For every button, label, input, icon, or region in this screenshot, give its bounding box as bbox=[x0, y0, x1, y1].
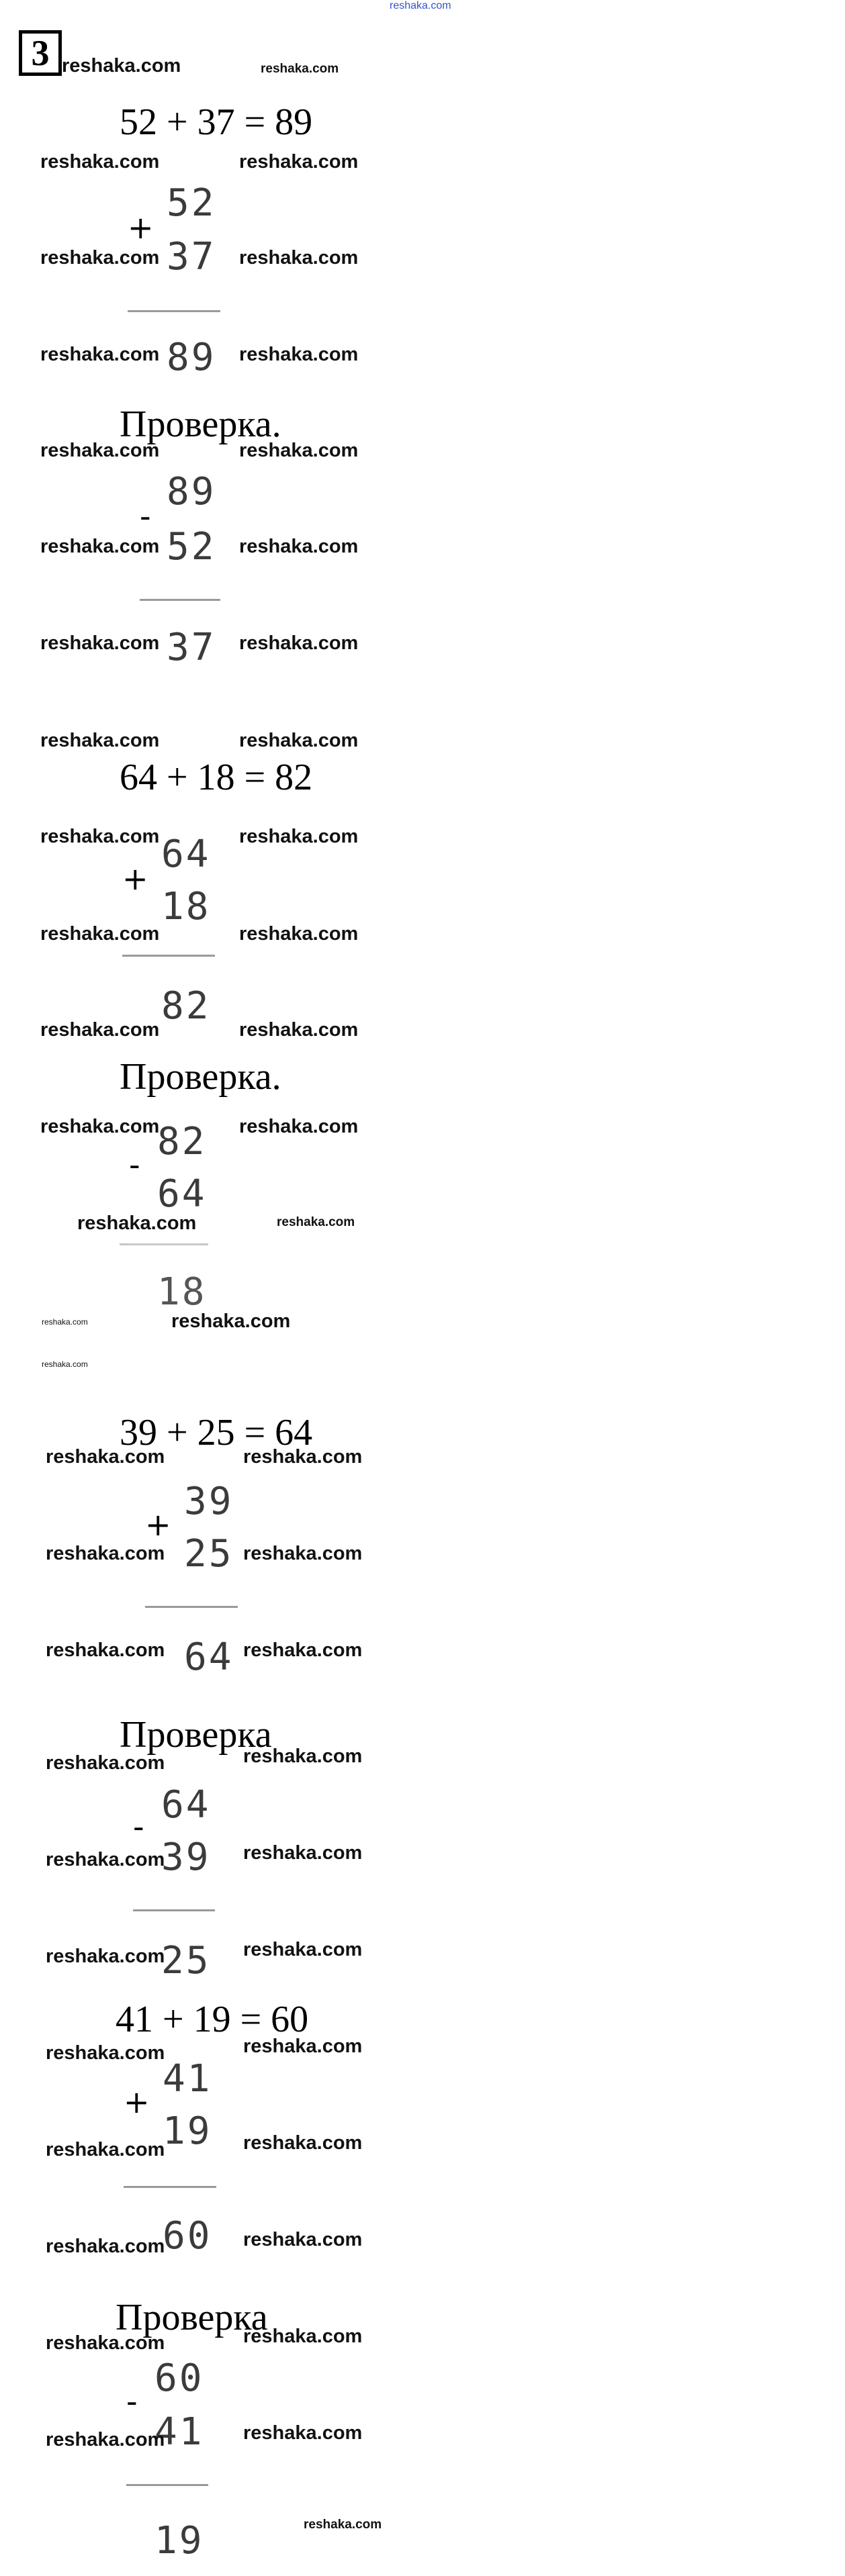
subtrahend-2: 64 bbox=[157, 1172, 207, 1216]
diff-result-3: 25 bbox=[161, 1939, 211, 1983]
minuend-2: 82 bbox=[157, 1120, 207, 1163]
addend-bottom-3: 25 bbox=[184, 1532, 234, 1576]
watermark: reshaka.com bbox=[46, 1446, 165, 1468]
watermark: reshaka.com bbox=[77, 1212, 197, 1234]
plus-sign-2: + bbox=[122, 861, 148, 897]
addend-bottom-2: 18 bbox=[161, 885, 211, 928]
diff-result-1: 37 bbox=[167, 626, 216, 669]
watermark: reshaka.com bbox=[46, 1849, 165, 1870]
addend-top-1: 52 bbox=[167, 181, 216, 225]
task-number-box: 3 bbox=[19, 30, 62, 76]
watermark: reshaka.com bbox=[243, 2132, 363, 2154]
watermark: reshaka.com bbox=[243, 2036, 363, 2057]
plus-sign-1: + bbox=[128, 209, 154, 246]
watermark: reshaka.com bbox=[40, 1019, 160, 1041]
watermark: reshaka.com bbox=[239, 730, 359, 751]
sum-result-3: 64 bbox=[184, 1635, 234, 1679]
equation-1: 52 + 37 = 89 bbox=[120, 101, 313, 143]
watermark: reshaka.com bbox=[239, 1116, 359, 1137]
sum-line-2 bbox=[122, 955, 215, 957]
watermark: reshaka.com bbox=[42, 1359, 88, 1369]
sum-line-1 bbox=[128, 310, 220, 312]
check-label-2: Проверка. bbox=[120, 1056, 281, 1098]
watermark: reshaka.com bbox=[46, 2332, 165, 2354]
addend-bottom-1: 37 bbox=[167, 235, 216, 279]
diff-line-1 bbox=[140, 599, 220, 601]
watermark: reshaka.com bbox=[46, 1639, 165, 1661]
plus-sign-4: + bbox=[124, 2084, 150, 2120]
watermark: reshaka.com bbox=[239, 440, 359, 461]
watermark: reshaka.com bbox=[40, 1116, 160, 1137]
watermark: reshaka.com bbox=[42, 1317, 88, 1327]
minus-sign-4: - bbox=[126, 2383, 138, 2420]
watermark: reshaka.com bbox=[46, 1752, 165, 1774]
sum-result-1: 89 bbox=[167, 336, 216, 379]
watermark: reshaka.com bbox=[40, 826, 160, 847]
diff-result-2: 18 bbox=[157, 1270, 207, 1314]
watermark: reshaka.com bbox=[243, 2229, 363, 2250]
watermark: reshaka.com bbox=[40, 344, 160, 365]
watermark: reshaka.com bbox=[40, 923, 160, 945]
watermark: reshaka.com bbox=[40, 151, 160, 173]
watermark: reshaka.com bbox=[243, 2326, 363, 2347]
watermark: reshaka.com bbox=[261, 62, 339, 76]
equation-2: 64 + 18 = 82 bbox=[120, 757, 313, 798]
watermark: reshaka.com bbox=[46, 2429, 165, 2450]
watermark: reshaka.com bbox=[243, 1446, 363, 1468]
equation-4: 41 + 19 = 60 bbox=[116, 1999, 309, 2040]
subtrahend-1: 52 bbox=[167, 525, 216, 569]
watermark: reshaka.com bbox=[239, 632, 359, 654]
watermark: reshaka.com bbox=[277, 1215, 355, 1229]
sum-line-3 bbox=[145, 1606, 238, 1608]
watermark: reshaka.com bbox=[40, 440, 160, 461]
watermark: reshaka.com bbox=[46, 2236, 165, 2257]
plus-sign-3: + bbox=[145, 1507, 171, 1543]
diff-line-3 bbox=[133, 1909, 215, 1911]
watermark: reshaka.com bbox=[46, 2139, 165, 2160]
subtrahend-4: 41 bbox=[154, 2410, 204, 2454]
watermark: reshaka.com bbox=[239, 344, 359, 365]
addend-top-4: 41 bbox=[163, 2057, 212, 2101]
subtrahend-3: 39 bbox=[161, 1835, 211, 1879]
top-link[interactable]: reshaka.com bbox=[390, 0, 451, 11]
watermark: reshaka.com bbox=[243, 1746, 363, 1767]
minuend-3: 64 bbox=[161, 1783, 211, 1827]
check-label-1: Проверка. bbox=[120, 403, 281, 445]
diff-line-2 bbox=[120, 1243, 208, 1245]
watermark: reshaka.com bbox=[40, 632, 160, 654]
minus-sign-3: - bbox=[133, 1809, 144, 1845]
sum-line-4 bbox=[124, 2186, 216, 2188]
addend-bottom-4: 19 bbox=[163, 2109, 212, 2153]
check-label-4: Проверка bbox=[116, 2297, 268, 2338]
watermark: reshaka.com bbox=[243, 1842, 363, 1864]
watermark: reshaka.com bbox=[304, 2518, 382, 2532]
watermark: reshaka.com bbox=[46, 2042, 165, 2064]
watermark: reshaka.com bbox=[239, 151, 359, 173]
watermark: reshaka.com bbox=[243, 1543, 363, 1564]
minuend-4: 60 bbox=[154, 2356, 204, 2400]
watermark: reshaka.com bbox=[239, 247, 359, 269]
watermark: reshaka.com bbox=[46, 1946, 165, 1967]
watermark: reshaka.com bbox=[239, 1019, 359, 1041]
check-label-3: Проверка bbox=[120, 1714, 272, 1756]
equation-3: 39 + 25 = 64 bbox=[120, 1412, 313, 1453]
watermark: reshaka.com bbox=[239, 826, 359, 847]
watermark: reshaka.com bbox=[40, 730, 160, 751]
watermark: reshaka.com bbox=[62, 55, 181, 77]
watermark: reshaka.com bbox=[46, 1543, 165, 1564]
addend-top-2: 64 bbox=[161, 832, 211, 876]
minus-sign-1: - bbox=[140, 498, 151, 534]
watermark: reshaka.com bbox=[243, 1639, 363, 1661]
addend-top-3: 39 bbox=[184, 1480, 234, 1523]
diff-result-4: 19 bbox=[154, 2519, 204, 2563]
watermark: reshaka.com bbox=[239, 923, 359, 945]
watermark: reshaka.com bbox=[243, 1939, 363, 1960]
sum-result-4: 60 bbox=[163, 2214, 212, 2258]
diff-line-4 bbox=[126, 2484, 208, 2486]
watermark: reshaka.com bbox=[243, 2422, 363, 2444]
watermark: reshaka.com bbox=[171, 1310, 291, 1332]
watermark: reshaka.com bbox=[40, 247, 160, 269]
watermark: reshaka.com bbox=[40, 536, 160, 557]
minuend-1: 89 bbox=[167, 470, 216, 514]
watermark: reshaka.com bbox=[239, 536, 359, 557]
minus-sign-2: - bbox=[129, 1147, 140, 1183]
sum-result-2: 82 bbox=[161, 984, 211, 1028]
